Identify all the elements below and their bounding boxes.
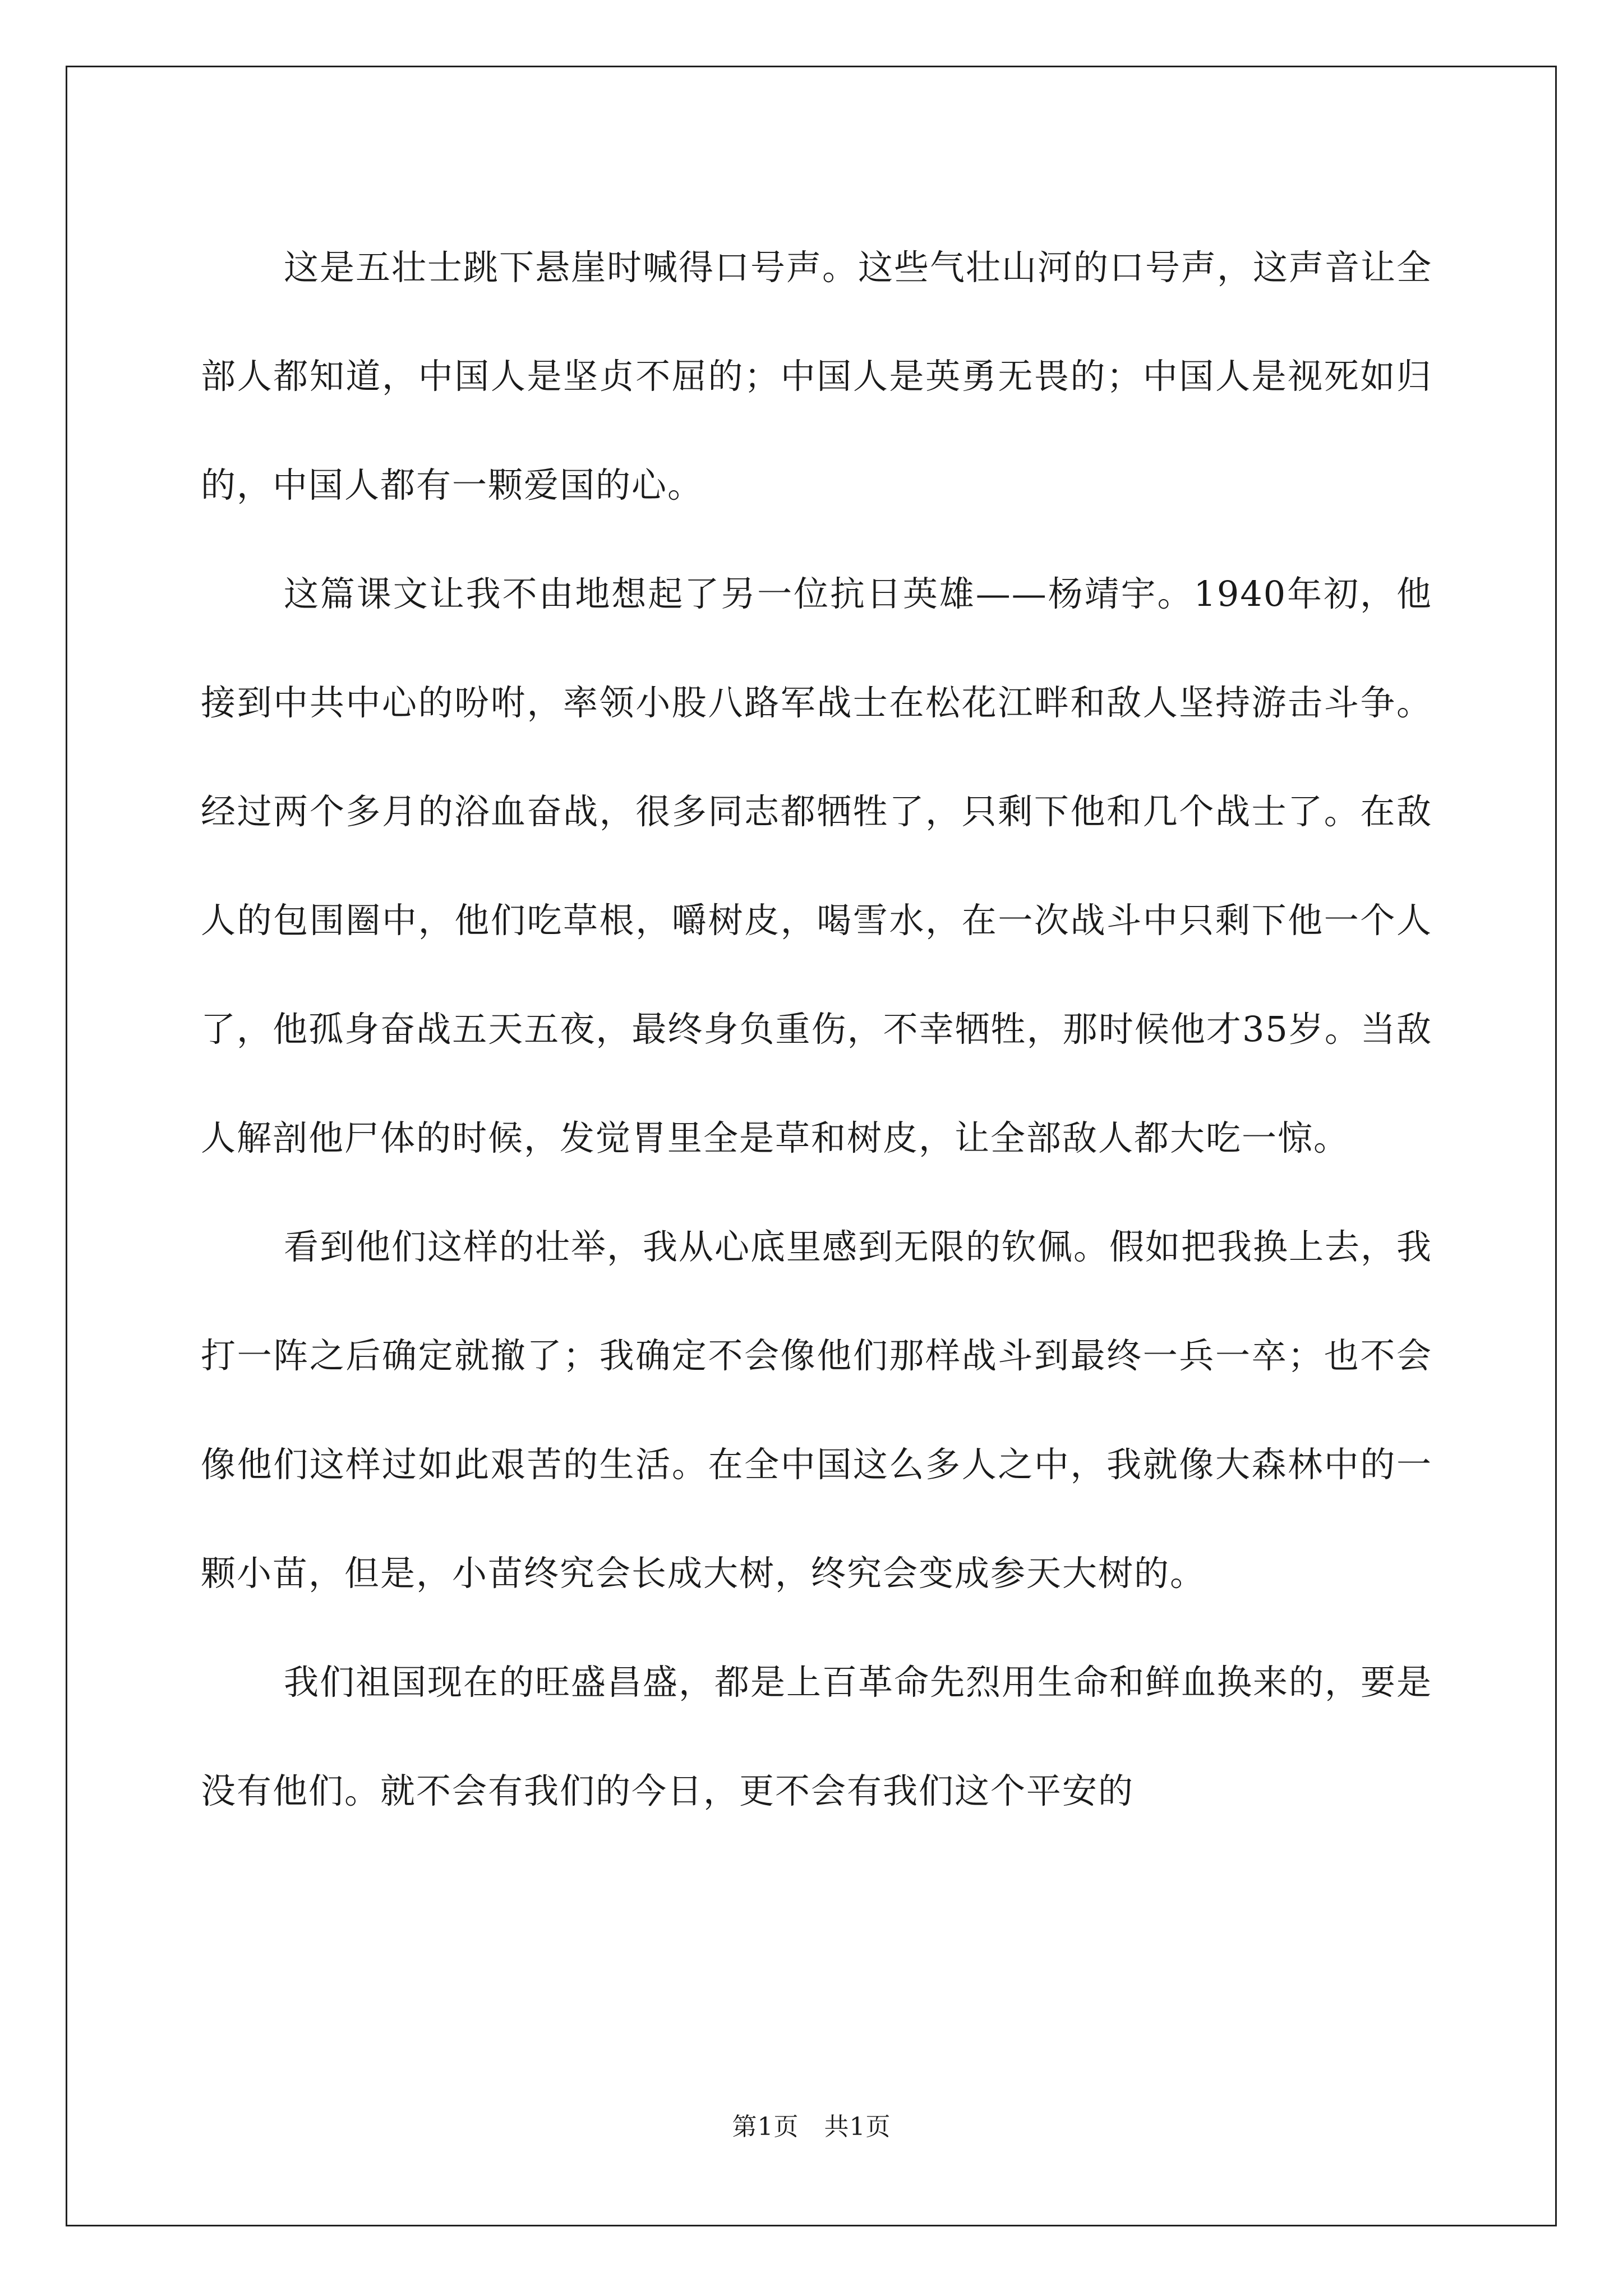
page-footer	[0, 2106, 1623, 2142]
paragraph-4: 我们祖国现在的旺盛昌盛，都是上百革命先烈用生命和鲜血换来的，要是没有他们。就不会有我们的今日，更不会有我们这个平安的	[201, 1662, 1433, 1811]
document-body	[201, 213, 1432, 1846]
page-number: 第1页	[732, 2113, 799, 2141]
paragraph-3: 看到他们这样的壮举，我从心底里感到无限的钦佩。假如把我换上去，我打一阵之后确定就撤了；我确定不会像他们那样战斗到最终一兵一卒；也不会像他们这样过如此艰苦的生活。在全中国这么多人之中，我就像大森林中的一颗小苗，但是，小苗终究会长成大树，终究会变成参天大树的。	[201, 1226, 1433, 1594]
page-total: 共1页	[824, 2113, 891, 2141]
paragraph-2: 这篇课文让我不由地想起了另一位抗日英雄——杨靖宇。1940年初，他接到中共中心的吩咐，率领小股八路军战士在松花江畔和敌人坚持游击斗争。经过两个多月的浴血奋战，很多同志都牺牲了，只剩下他和几个战士了。在敌人的包围圈中，他们吃草根，嚼树皮，喝雪水，在一次战斗中只剩下他一个人了，他孤身奋战五天五夜，最终身负重伤，不幸牺牲，那时候他才35岁。当敌人解剖他尸体的时候，发觉胃里全是草和树皮，让全部敌人都大吃一惊。	[201, 573, 1432, 1158]
paragraph-1: 这是五壮士跳下悬崖时喊得口号声。这些气壮山河的口号声，这声音让全部人都知道，中国人是坚贞不屈的；中国人是英勇无畏的；中国人是视死如归的，中国人都有一颗爱国的心。	[201, 247, 1433, 505]
